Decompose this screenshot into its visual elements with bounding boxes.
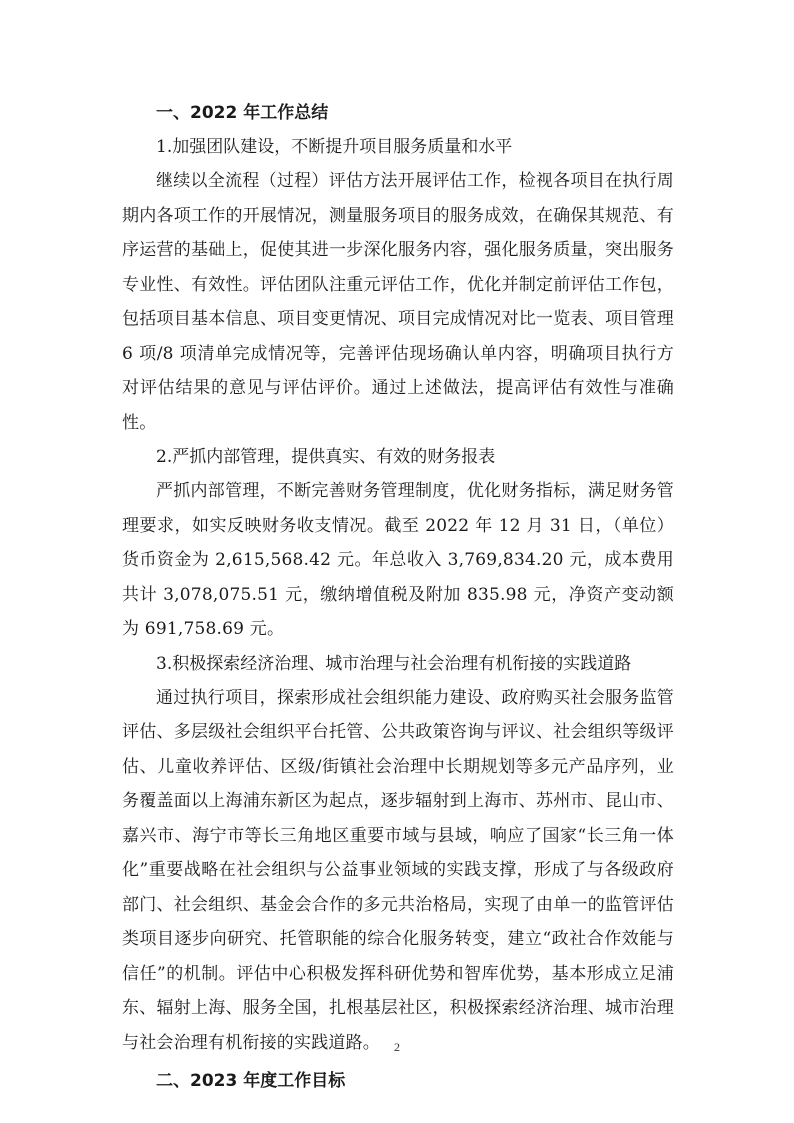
subsection-title-team-building: 1.加强团队建设，不断提升项目服务质量和水平 [156, 137, 513, 157]
page-number: 2 [394, 1040, 400, 1054]
paragraph-team-building: 继续以全流程（过程）评估方法开展评估工作，检视各项目在执行周期内各项工作的开展情况，测量服务项目的服务成效，在确保其规范、有序运营的基础上，促使其进一步深化服务内容，强化服务质量，突出服务专业性、有效性。评估团队注重元评估工作，优化并制定前评估工作包，包括项目基本信息、项目变更情况、项目完成情况对比一览表、项目管理 6 项/8 项清单完成情况等，完善评估现场确认单内容，明确项目执行方对评估结果的意见与评估评价。通过上述做法，提高评估有效性与准确性。 [122, 171, 674, 433]
document-body [122, 96, 674, 1098]
section-heading-2022-summary: 一、2022 年工作总结 [156, 103, 329, 123]
subsection-title-governance-practice: 3.积极探索经济治理、城市治理与社会治理有机衔接的实践道路 [156, 653, 632, 674]
section-heading-2023-goals: 二、2023 年度工作目标 [156, 1071, 346, 1091]
paragraph-internal-management: 严抓内部管理，不断完善财务管理制度，优化财务指标，满足财务管理要求，如实反映财务收支情况。截至 2022 年 12 月 31 日，（单位）货币资金为 2,615,568.42 元。年总收入 3,769,834.20 元，成本费用共计 3,078,075.51 元，缴纳增值税及附加 835.98 元，净资产变动额为 691,758.69 元。 [122, 481, 674, 639]
subsection-title-internal-management: 2.严抓内部管理，提供真实、有效的财务报表 [156, 447, 496, 467]
paragraph-governance-practice: 通过执行项目，探索形成社会组织能力建设、政府购买社会服务监管评估、多层级社会组织平台托管、公共政策咨询与评议、社会组织等级评估、儿童收养评估、区级/街镇社会治理中长期规划等多元产品序列，业务覆盖面以上海浦东新区为起点，逐步辐射到上海市、苏州市、昆山市、嘉兴市、海宁市等长三角地区重要市域与县域，响应了国家“长三角一体化”重要战略在社会组织与公益事业领域的实践支撑，形成了与各级政府部门、社会组织、基金会合作的多元共治格局，实现了由单一的监管评估类项目逐步向研究、托管职能的综合化服务转变，建立“政社合作效能与信任”的机制。评估中心积极发挥科研优势和智库优势，基本形成立足浦东、辐射上海、服务全国，扎根基层社区，积极探索经济治理、城市治理与社会治理有机衔接的实践道路。 [122, 687, 674, 1053]
